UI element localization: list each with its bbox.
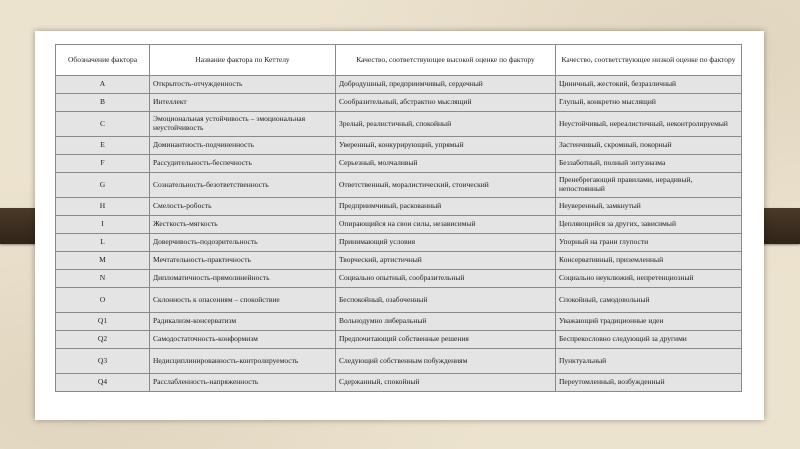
factor-name-cell: Мечтательность-практичность bbox=[150, 252, 336, 270]
factor-code-cell: Q4 bbox=[56, 374, 150, 392]
header-factor-code: Обозначение фактора bbox=[56, 45, 150, 76]
low-quality-cell: Неуверенный, замкнутый bbox=[556, 198, 742, 216]
factor-code-cell: Q3 bbox=[56, 349, 150, 374]
high-quality-cell: Сдержанный, спокойный bbox=[336, 374, 556, 392]
low-quality-cell: Переутомленный, возбужденный bbox=[556, 374, 742, 392]
high-quality-cell: Добродушный, предприимчивый, сердечный bbox=[336, 76, 556, 94]
header-low-score-quality: Качество, соответствующее низкой оценке по фактору bbox=[556, 45, 742, 76]
low-quality-cell: Глупый, конкретно мыслящий bbox=[556, 94, 742, 112]
high-quality-cell: Предприимчивый, раскованный bbox=[336, 198, 556, 216]
factor-name-cell: Недисциплинированность-контролируемость bbox=[150, 349, 336, 374]
table-row bbox=[56, 173, 742, 198]
factor-name-cell: Дипломатичность-прямолинейность bbox=[150, 270, 336, 288]
factor-name-cell: Рассудительность-беспечность bbox=[150, 155, 336, 173]
table-row bbox=[56, 216, 742, 234]
factor-code-cell: O bbox=[56, 288, 150, 313]
high-quality-cell: Беспокойный, озабоченный bbox=[336, 288, 556, 313]
low-quality-cell: Застенчивый, скромный, покорный bbox=[556, 137, 742, 155]
high-quality-cell: Следующий собственным побуждениям bbox=[336, 349, 556, 374]
table-header-row bbox=[56, 45, 742, 76]
low-quality-cell: Пренебрегающий правилами, нерадивый, непостоянный bbox=[556, 173, 742, 198]
factor-name-cell: Самодостаточность-конформизм bbox=[150, 331, 336, 349]
table-row bbox=[56, 234, 742, 252]
high-quality-cell: Принимающий условия bbox=[336, 234, 556, 252]
factor-code-cell: N bbox=[56, 270, 150, 288]
low-quality-cell: Пунктуальный bbox=[556, 349, 742, 374]
factor-code-cell: Q2 bbox=[56, 331, 150, 349]
low-quality-cell: Уважающий традиционные идеи bbox=[556, 313, 742, 331]
header-high-score-quality: Качество, соответствующее высокой оценке по фактору bbox=[336, 45, 556, 76]
low-quality-cell: Циничный, жестокий, безразличный bbox=[556, 76, 742, 94]
slide-card bbox=[35, 31, 764, 420]
factor-name-cell: Склонность к опасениям – спокойствие bbox=[150, 288, 336, 313]
low-quality-cell: Спокойный, самодовольный bbox=[556, 288, 742, 313]
factor-code-cell: H bbox=[56, 198, 150, 216]
factor-code-cell: F bbox=[56, 155, 150, 173]
low-quality-cell: Социально неуклюжий, непретенциозный bbox=[556, 270, 742, 288]
table-row bbox=[56, 313, 742, 331]
factor-name-cell: Открытость-отчужденность bbox=[150, 76, 336, 94]
factor-code-cell: C bbox=[56, 112, 150, 137]
factor-name-cell: Доминантность-подчиненность bbox=[150, 137, 336, 155]
low-quality-cell: Цепляющийся за других, зависимый bbox=[556, 216, 742, 234]
factor-name-cell: Доверчивость-подозрительность bbox=[150, 234, 336, 252]
low-quality-cell: Упорный на грани глупости bbox=[556, 234, 742, 252]
table-row bbox=[56, 252, 742, 270]
table-row bbox=[56, 76, 742, 94]
low-quality-cell: Консервативный, приземленный bbox=[556, 252, 742, 270]
low-quality-cell: Беспрекословно следующий за другими bbox=[556, 331, 742, 349]
header-factor-name: Название фактора по Кеттелу bbox=[150, 45, 336, 76]
factor-name-cell: Жесткость-мягкость bbox=[150, 216, 336, 234]
table-row bbox=[56, 288, 742, 313]
high-quality-cell: Творческий, артистичный bbox=[336, 252, 556, 270]
factor-name-cell: Интеллект bbox=[150, 94, 336, 112]
factor-code-cell: I bbox=[56, 216, 150, 234]
table-row bbox=[56, 374, 742, 392]
factor-code-cell: A bbox=[56, 76, 150, 94]
table-row bbox=[56, 331, 742, 349]
factor-code-cell: M bbox=[56, 252, 150, 270]
high-quality-cell: Зрелый, реалистичный, спокойный bbox=[336, 112, 556, 137]
factor-name-cell: Смелость-робость bbox=[150, 198, 336, 216]
high-quality-cell: Социально опытный, сообразительный bbox=[336, 270, 556, 288]
table-row bbox=[56, 349, 742, 374]
high-quality-cell: Предпочитающий собственные решения bbox=[336, 331, 556, 349]
cattell-factors-table bbox=[55, 44, 742, 392]
high-quality-cell: Серьезный, молчаливый bbox=[336, 155, 556, 173]
factor-code-cell: L bbox=[56, 234, 150, 252]
factor-name-cell: Сознательность-безответственность bbox=[150, 173, 336, 198]
factor-code-cell: E bbox=[56, 137, 150, 155]
low-quality-cell: Беззаботный, полный энтузиазма bbox=[556, 155, 742, 173]
table-row bbox=[56, 137, 742, 155]
factor-name-cell: Эмоциональная устойчивость – эмоциональная неустойчивость bbox=[150, 112, 336, 137]
high-quality-cell: Ответственный, моралистический, стоический bbox=[336, 173, 556, 198]
factor-code-cell: B bbox=[56, 94, 150, 112]
table-row bbox=[56, 270, 742, 288]
table-row bbox=[56, 198, 742, 216]
high-quality-cell: Уверенный, конкурирующий, упрямый bbox=[336, 137, 556, 155]
high-quality-cell: Вольнодумно либеральный bbox=[336, 313, 556, 331]
factor-code-cell: Q1 bbox=[56, 313, 150, 331]
factor-name-cell: Радикализм-консерватизм bbox=[150, 313, 336, 331]
factor-name-cell: Расслабленность-напряженность bbox=[150, 374, 336, 392]
high-quality-cell: Опирающийся на свои силы, независимый bbox=[336, 216, 556, 234]
table-row bbox=[56, 112, 742, 137]
table-row bbox=[56, 94, 742, 112]
factor-code-cell: G bbox=[56, 173, 150, 198]
low-quality-cell: Неустойчивый, нереалистичный, неконтролируемый bbox=[556, 112, 742, 137]
high-quality-cell: Сообразительный, абстрактно мыслящий bbox=[336, 94, 556, 112]
table-row bbox=[56, 155, 742, 173]
